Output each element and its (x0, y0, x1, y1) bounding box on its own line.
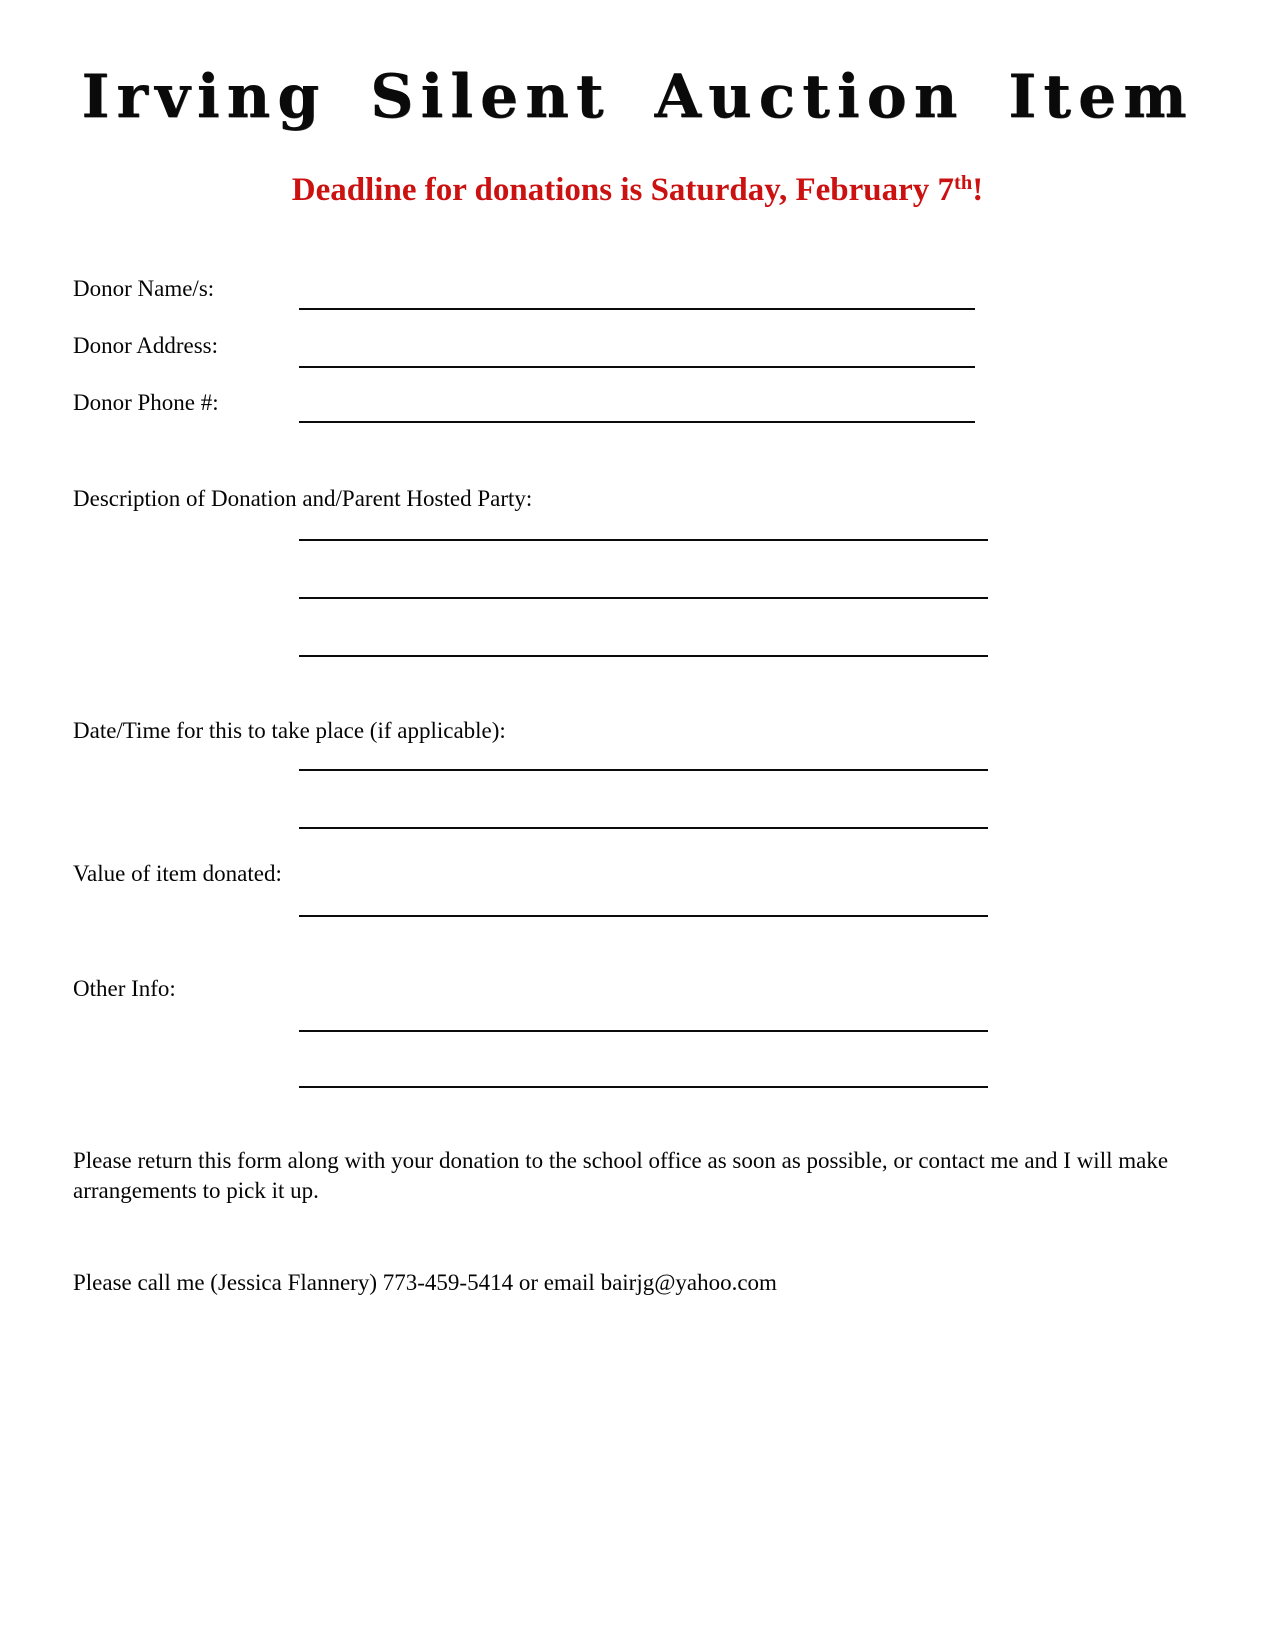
donor-name-blank-line[interactable] (299, 308, 975, 310)
description-blank-line-3[interactable] (299, 655, 988, 657)
donor-address-blank-line[interactable] (299, 366, 975, 368)
donor-address-label: Donor Address: (73, 333, 219, 358)
deadline-text: Deadline for donations is Saturday, February 7 (291, 172, 955, 208)
other-info-blank-line-2[interactable] (299, 1086, 988, 1088)
deadline-ordinal-suffix: th (954, 171, 973, 194)
datetime-blank-line-2[interactable] (299, 827, 988, 829)
return-instructions: Please return this form along with your donation to the school office as soon as possible, or contact me and I will make arrangements to pick it up. (73, 1148, 1169, 1203)
datetime-label: Date/Time for this to take place (if applicable): (73, 718, 506, 743)
donor-phone-label: Donor Phone #: (73, 390, 219, 415)
other-info-blank-line-1[interactable] (299, 1030, 988, 1032)
donor-phone-blank-line[interactable] (299, 421, 975, 423)
page-title: Irving Silent Auction Item (81, 62, 1194, 132)
item-value-label: Value of item donated: (73, 861, 282, 886)
deadline-notice (0, 172, 1275, 209)
description-blank-line-1[interactable] (299, 539, 988, 541)
datetime-blank-line-1[interactable] (299, 769, 988, 771)
item-value-blank-line[interactable] (299, 915, 988, 917)
donor-name-label: Donor Name/s: (73, 276, 215, 301)
contact-info: Please call me (Jessica Flannery) 773-459-5414 or email bairjg@yahoo.com (73, 1270, 777, 1295)
description-label: Description of Donation and/Parent Hosted Party: (73, 486, 533, 511)
description-blank-line-2[interactable] (299, 597, 988, 599)
deadline-exclamation: ! (972, 172, 984, 208)
other-info-label: Other Info: (73, 976, 176, 1001)
